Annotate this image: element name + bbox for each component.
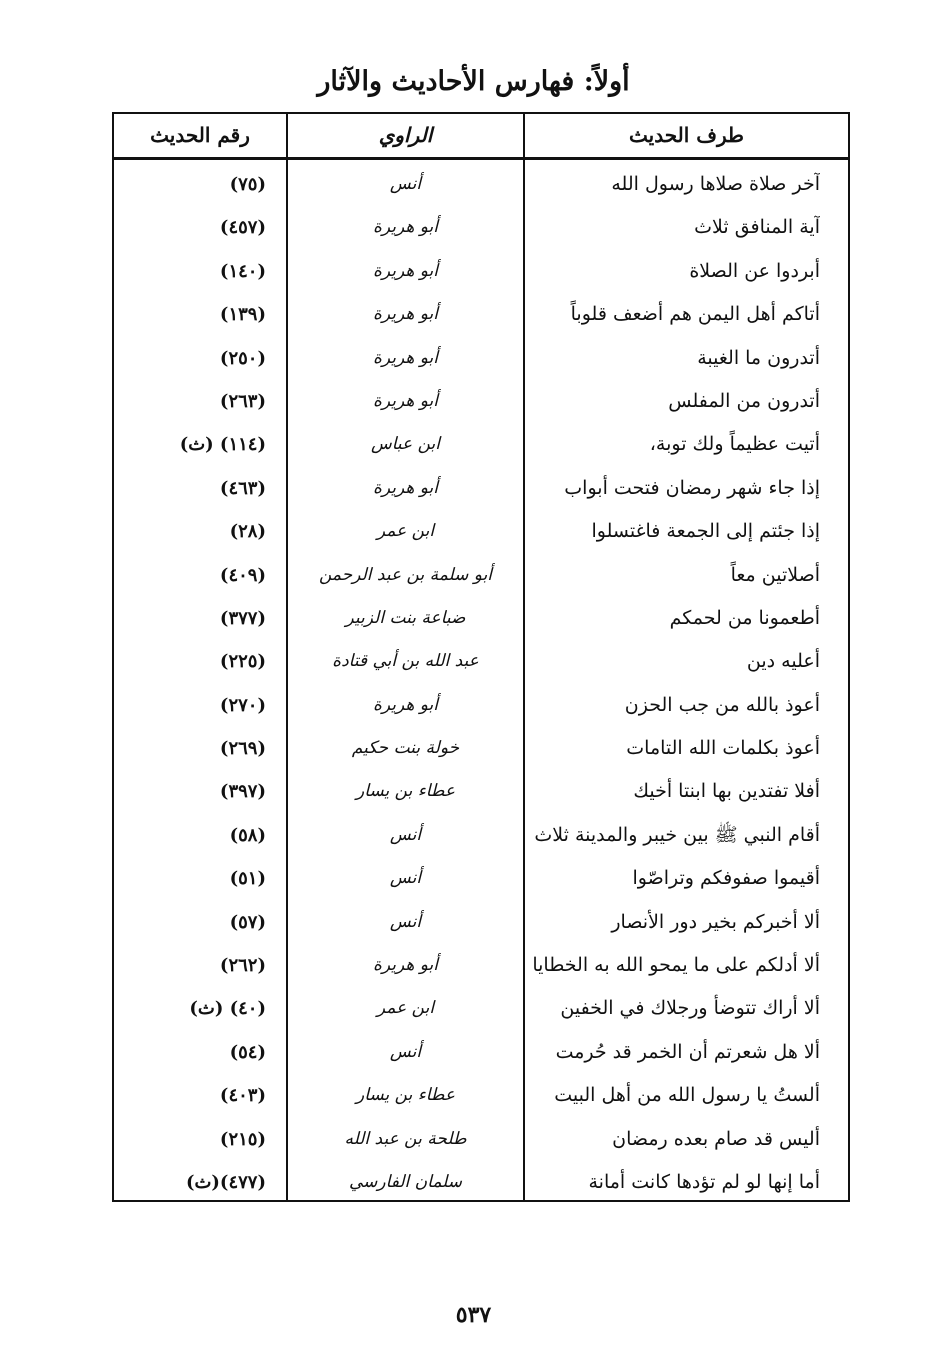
number-cell: (٣٩٧) [219, 781, 266, 803]
hadith-cell: ألا أدلكم على ما يمحو الله به الخطايا [532, 954, 820, 977]
number-cell: (٤٧٧)(ث) [185, 1171, 266, 1193]
narrator-cell: خولة بنت حكيم [351, 738, 460, 759]
narrator-cell: ابن عمر [376, 998, 435, 1019]
narrator-cell: أنس [389, 911, 422, 932]
narrator-cell: ابن عباس [370, 434, 440, 455]
narrator-cell: أبو هريرة [372, 260, 438, 281]
number-cell: (٤٠٩) [219, 564, 266, 586]
hadith-cell: إذا جئتم إلى الجمعة فاغتسلوا [591, 520, 820, 543]
number-cell: (١٣٩) [219, 304, 266, 326]
table-row [114, 467, 848, 510]
number-cell: (٤٠٣) [219, 1085, 266, 1107]
number-cell: (٣٧٧) [219, 607, 266, 629]
table-row [114, 206, 848, 249]
table-row [114, 901, 848, 944]
number-cell: (٢٦٣) [219, 390, 266, 412]
hadith-cell: أعليه دين [746, 650, 820, 673]
hadith-cell: آية المنافق ثلاث [694, 216, 820, 239]
table-row [114, 640, 848, 683]
table-row [114, 1118, 848, 1161]
narrator-cell: سلمان الفارسي [348, 1171, 463, 1192]
table-row [114, 510, 848, 553]
hadith-cell: ألستُ يا رسول الله من أهل البيت [554, 1084, 820, 1107]
number-cell: (٤٦٣) [219, 477, 266, 499]
table-row [114, 1031, 848, 1074]
table-row [114, 597, 848, 640]
hadith-cell: أتدرون من المفلس [668, 389, 820, 412]
hadith-cell: أقيموا صفوفكم وتراصّوا [632, 867, 820, 890]
narrator-cell: أبو هريرة [372, 347, 438, 368]
narrator-cell: أنس [389, 174, 422, 194]
narrator-cell: أبو هريرة [372, 390, 438, 411]
header-narrator: الراوي [378, 123, 433, 147]
header-number: رقم الحديث [150, 123, 250, 147]
hadith-cell: أطعمونا من لحمكم [669, 606, 820, 629]
hadith-cell: أليس قد صام بعده رمضان [612, 1127, 820, 1150]
narrator-cell: عبد الله بن أبي قتادة [332, 651, 479, 672]
narrator-cell: أنس [389, 1041, 422, 1062]
number-cell: (٤٠) (ث) [189, 998, 266, 1020]
number-cell: (٢٨) [229, 521, 266, 543]
number-cell: (٥٨) [229, 824, 266, 846]
narrator-cell: أبو هريرة [372, 694, 438, 715]
number-cell: (٥٤) [229, 1041, 266, 1063]
narrator-cell: أبو هريرة [372, 304, 438, 325]
table-row [114, 944, 848, 987]
table-body [114, 163, 848, 1204]
table-row [114, 1161, 848, 1204]
hadith-cell: آخر صلاة صلاها رسول الله [611, 173, 820, 195]
number-cell: (٥١) [229, 868, 266, 890]
page-number: ٥٣٧ [455, 1302, 492, 1328]
number-cell: (٢٢٥) [219, 651, 266, 673]
table-row [114, 770, 848, 813]
number-cell: (٢١٥) [219, 1128, 266, 1150]
narrator-cell: عطاء بن يسار [355, 1085, 456, 1106]
hadith-cell: أصلاتين معاً [730, 563, 820, 586]
hadith-cell: ألا أخبركم بخير دور الأنصار [611, 910, 820, 933]
number-cell: (٢٦٢) [219, 955, 266, 977]
table-row [114, 554, 848, 597]
number-cell: (٤٥٧) [219, 217, 266, 239]
number-cell: (١٤٠) [219, 260, 266, 282]
hadith-index-table [112, 112, 850, 1202]
table-row [114, 1074, 848, 1117]
narrator-cell: أبو هريرة [372, 217, 438, 238]
table-row [114, 337, 848, 380]
hadith-cell: أبردوا عن الصلاة [689, 259, 820, 282]
hadith-cell: ألا أراك تتوضأ ورجلاك في الخفين [560, 997, 820, 1020]
hadith-cell: أتدرون ما الغيبة [697, 346, 820, 369]
hadith-cell: ألا هل شعرتم أن الخمر قد حُرمت [555, 1040, 820, 1063]
number-cell: (٢٧٠) [219, 694, 266, 716]
number-cell: (٥٧) [229, 911, 266, 933]
narrator-cell: عطاء بن يسار [355, 781, 456, 802]
hadith-cell: أعوذ بالله من جب الحزن [624, 693, 820, 716]
narrator-cell: ابن عمر [376, 521, 435, 542]
narrator-cell: أنس [389, 868, 422, 889]
header-hadith: طرف الحديث [629, 123, 744, 147]
table-row [114, 293, 848, 336]
table-row [114, 684, 848, 727]
hadith-cell: أتيت عظيماً ولك توبة، [649, 433, 820, 456]
hadith-cell: إذا جاء شهر رمضان فتحت أبواب [564, 476, 820, 499]
table-row [114, 814, 848, 857]
narrator-cell: أبو سلمة بن عبد الرحمن [318, 564, 493, 585]
hadith-cell: أتاكم أهل اليمن هم أضعف قلوباً [570, 303, 820, 326]
narrator-cell: ضباعة بنت الزبير [345, 607, 466, 628]
narrator-cell: أنس [389, 824, 422, 845]
narrator-cell: أبو هريرة [372, 955, 438, 976]
table-row [114, 857, 848, 900]
table-row [114, 423, 848, 466]
narrator-cell: طلحة بن عبد الله [344, 1128, 467, 1149]
table-row [114, 163, 848, 206]
table-row [114, 250, 848, 293]
number-cell: (٢٦٩) [219, 738, 266, 760]
hadith-cell: أقام النبي ﷺ بين خيبر والمدينة ثلاث [534, 823, 820, 846]
hadith-cell: أفلا تفتدين بها ابنتا أخيك [633, 780, 820, 803]
number-cell: (١١٤) (ث) [179, 434, 266, 456]
number-cell: (٧٥) [229, 174, 266, 195]
table-row [114, 727, 848, 770]
page-title: أولاً: فهارس الأحاديث والآثار [317, 66, 630, 97]
narrator-cell: أبو هريرة [372, 477, 438, 498]
table-row [114, 987, 848, 1030]
hadith-cell: أعوذ بكلمات الله التامات [626, 737, 820, 760]
hadith-cell: أما إنها لو لم تؤدها كانت أمانة [588, 1170, 820, 1193]
table-row [114, 380, 848, 423]
number-cell: (٢٥٠) [219, 347, 266, 369]
table-header [114, 114, 848, 160]
